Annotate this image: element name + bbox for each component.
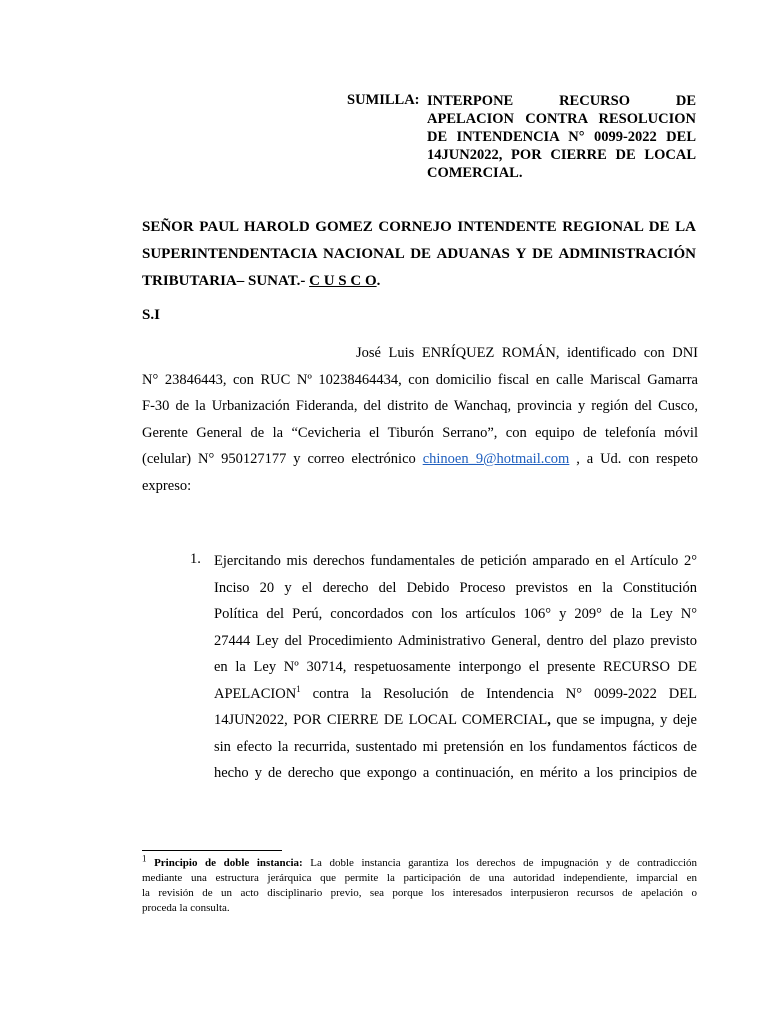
intro-line (142, 446, 698, 473)
addressee-line: SEÑOR PAUL HAROLD GOMEZ CORNEJO INTENDENTE REGIONAL DE LA (142, 219, 696, 235)
intro-contact-text: (celular) N° 950127177 y correo electrónico (142, 451, 416, 467)
item-line: Inciso 20 y el derecho del Debido Proceso previstos en la Constitución (214, 579, 697, 596)
footnote-text: La doble instancia garantiza los derechos de impugnación y de contradicción (302, 857, 697, 869)
sumilla-line: COMERCIAL. (427, 165, 523, 181)
item-comma: , (547, 712, 551, 728)
item-line: Ejercitando mis derechos fundamentales de petición amparado en el Artículo 2° (214, 553, 697, 569)
item-line: en la Ley Nº 30714, respetuosamente interpongo el presente RECURSO DE (214, 659, 697, 675)
item-date-text: 14JUN2022, POR CIERRE DE LOCAL COMERCIAL (214, 712, 548, 728)
addressee-city: C U S C O (309, 273, 377, 289)
item-line (214, 707, 697, 734)
addressee-line (142, 268, 696, 295)
sumilla-label: SUMILLA: (347, 92, 420, 108)
sumilla-line: INTERPONE RECURSO DE (427, 93, 696, 109)
item-line: hecho y de derecho que expongo a continuación, en mérito a los principios de (214, 765, 697, 781)
intro-respect-text: , a Ud. con respeto (569, 451, 699, 467)
salutation: S.I (142, 307, 160, 323)
item-impugn-text: que se impugna, y deje (550, 712, 697, 728)
footnote-line: proceda la consulta. (142, 902, 230, 914)
sumilla-line: APELACION CONTRA RESOLUCION (427, 111, 696, 127)
footnote-number: 1 (142, 853, 147, 864)
item-line: sin efecto la recurrida, sustentado mi pretensión en los fundamentos fácticos de (214, 738, 697, 755)
intro-paragraph (142, 340, 698, 499)
item-appeal-text: APELACION (214, 685, 297, 702)
sumilla-line: 14JUN2022, POR CIERRE DE LOCAL (427, 147, 696, 163)
list-item (214, 548, 697, 787)
intro-line: Gerente General de la “Cevicheria el Tiburón Serrano”, con equipo de telefonía móvil (142, 424, 698, 441)
footnote-reference[interactable]: 1 (296, 683, 301, 694)
footnote-separator (142, 850, 282, 851)
item-line (214, 681, 697, 708)
sumilla-text (427, 92, 696, 182)
addressee-entity: TRIBUTARIA– SUNAT.- (142, 273, 310, 289)
item-line: 27444 Ley del Procedimiento Administrativo General, dentro del plazo previsto (214, 632, 697, 649)
addressee-block (142, 214, 696, 295)
footnote (142, 853, 697, 916)
email-link[interactable]: chinoen_9@hotmail.com (422, 451, 570, 467)
addressee-line: SUPERINTENDENTACIA NACIONAL DE ADUANAS Y DE ADMINISTRACIÓN (142, 246, 696, 262)
addressee-period: . (376, 273, 381, 289)
sumilla-line: DE INTENDENCIA N° 0099-2022 DEL (427, 129, 696, 145)
item-resolution-text: contra la Resolución de Intendencia N° 0099-2022 DEL (300, 685, 697, 702)
intro-line: N° 23846443, con RUC Nº 10238464434, con domicilio fiscal en calle Mariscal Gamarra (142, 371, 698, 388)
intro-line: expreso: (142, 477, 192, 494)
list-number: 1. (190, 551, 201, 567)
item-line: Política del Perú, concordados con los artículos 106° y 209° de la Ley N° (214, 606, 697, 622)
footnote-line: mediante una estructura jerárquica que permite la participación de una autoridad independiente, imparcial en (142, 872, 697, 884)
footnote-title: Principio de doble instancia: (154, 857, 303, 869)
footnote-line: la revisión de un acto disciplinario previo, sea porque los interesados interpusieron recursos de apelación o (142, 887, 697, 899)
intro-line: José Luis ENRÍQUEZ ROMÁN, identificado con DNI (356, 345, 698, 361)
footnote-line (142, 853, 697, 871)
intro-line: F-30 de la Urbanización Fideranda, del distrito de Wanchaq, provincia y región del Cusco, (142, 398, 698, 414)
